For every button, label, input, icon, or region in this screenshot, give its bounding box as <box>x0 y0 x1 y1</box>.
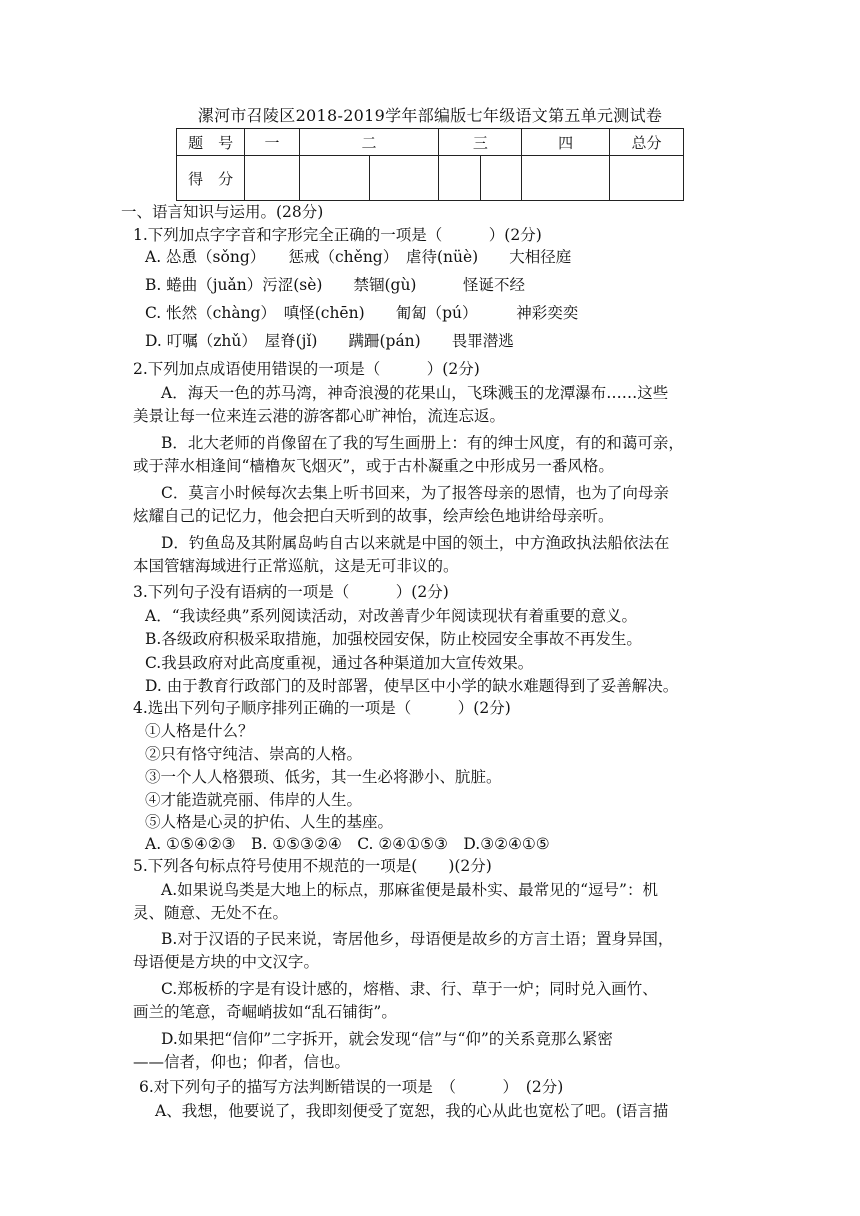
question-3-option-b: B.各级政府积极采取措施，加强校园安保，防止校园安全事故不再发生。 <box>145 630 642 648</box>
score-blank <box>480 156 521 201</box>
question-4-stem: 4.选出下列句子顺序排列正确的一项是（ ）(2分) <box>133 699 511 717</box>
question-4-sentence-4: ④才能造就亮丽、伟岸的人生。 <box>145 791 363 809</box>
score-cell-q3: 三 <box>439 129 522 156</box>
question-5-option-c: C.郑板桥的字是有设计感的，熔楷、隶、行、草于一炉；同时兑入画竹、 <box>161 980 658 998</box>
question-4-sentence-2: ②只有恪守纯洁、崇高的人格。 <box>145 745 363 763</box>
question-2-option-b-cont: 或于萍水相逢间“樯橹灰飞烟灭”，或于古朴凝重之中形成另一番风格。 <box>133 457 614 475</box>
section-heading: 一、语言知识与运用。(28分) <box>121 203 324 221</box>
score-blank <box>439 156 480 201</box>
question-5-option-b: B.对于汉语的子民来说，寄居他乡，母语便是故乡的方言土语；置身异国， <box>161 930 674 948</box>
score-cell-label: 题 号 <box>177 129 245 156</box>
question-4-options: A. ①⑤④②③ B. ①⑤③②④ C. ②④①⑤③ D.③②④①⑤ <box>145 835 550 853</box>
question-6-option-a: A、我想，他要说了，我即刻便受了宽恕，我的心从此也宽松了吧。(语言描 <box>155 1102 669 1120</box>
score-cell-q1: 一 <box>245 129 299 156</box>
question-4-sentence-5: ⑤人格是心灵的护佑、人生的基座。 <box>145 813 394 831</box>
question-3-option-a: A．“我读经典”系列阅读活动，对改善青少年阅读现状有着重要的意义。 <box>145 607 638 625</box>
question-5-option-c-cont: 画兰的笔意，奇崛峭拔如“乱石铺街”。 <box>133 1003 397 1021</box>
question-1-stem: 1.下列加点字字音和字形完全正确的一项是（ ）(2分) <box>133 226 542 244</box>
question-1-option-a: A. 怂恿（sǒng） 惩戒（chěng） 虐待(nüè) 大相径庭 <box>145 248 572 266</box>
question-4-sentence-1: ①人格是什么？ <box>145 722 254 740</box>
question-2-option-b: B．北大老师的肖像留在了我的写生画册上：有的绅士风度，有的和蔼可亲， <box>161 434 684 452</box>
question-1-option-c: C. 怅然（chàng） 嗔怪(chēn) 匍匐（pú） 神彩奕奕 <box>145 304 579 322</box>
score-cell-q4: 四 <box>522 129 610 156</box>
score-table-score-row <box>177 156 684 201</box>
question-3-option-d: D. 由于教育行政部门的及时部署，使旱区中小学的缺水难题得到了妥善解决。 <box>145 677 679 695</box>
question-4-sentence-3: ③一个人人格猥琐、低劣，其一生必将渺小、肮脏。 <box>145 768 502 786</box>
question-5-option-d-cont: ——信者，仰也；仰者，信也。 <box>133 1053 351 1071</box>
question-1-option-b: B. 蜷曲（juǎn）污涩(sè) 禁锢(gù) 怪诞不经 <box>145 276 525 294</box>
exam-title: 漯河市召陵区2018-2019学年部编版七年级语文第五单元测试卷 <box>197 106 663 125</box>
question-5-stem: 5.下列各句标点符号使用不规范的一项是( )(2分) <box>133 857 492 875</box>
question-3-stem: 3.下列句子没有语病的一项是（ ）(2分) <box>133 583 449 601</box>
question-2-stem: 2.下列加点成语使用错误的一项是（ ）(2分) <box>133 360 480 378</box>
question-2-option-a-cont: 美景让每一位来连云港的游客都心旷神怡，流连忘返。 <box>133 407 506 425</box>
score-cell-total: 总分 <box>609 129 683 156</box>
question-5-option-b-cont: 母语便是方块的中文汉字。 <box>133 953 320 971</box>
question-6-stem: 6.对下列句子的描写方法判断错误的一项是 （ ） (2分) <box>139 1078 564 1096</box>
score-blank <box>609 156 683 201</box>
score-blank <box>245 156 299 201</box>
question-2-option-d: D．钓鱼岛及其附属岛屿自古以来就是中国的领土，中方渔政执法船依法在 <box>161 534 670 552</box>
score-table <box>176 128 684 201</box>
score-blank <box>522 156 610 201</box>
question-5-option-a-cont: 灵、随意、无处不在。 <box>133 904 289 922</box>
score-blank <box>299 156 369 201</box>
question-2-option-d-cont: 本国管辖海域进行正常巡航，这是无可非议的。 <box>133 557 459 575</box>
question-3-option-c: C.我县政府对此高度重视，通过各种渠道加大宣传效果。 <box>145 654 534 672</box>
score-cell-q2: 二 <box>299 129 439 156</box>
question-2-option-c-cont: 炫耀自己的记忆力，他会把白天听到的故事，绘声绘色地讲给母亲听。 <box>133 507 614 525</box>
score-blank <box>369 156 439 201</box>
question-5-option-d: D.如果把“信仰”二字拆开，就会发现“信”与“仰”的关系竟那么紧密 <box>161 1030 613 1048</box>
question-2-option-c: C．莫言小时候每次去集上听书回来，为了报答母亲的恩情，也为了向母亲 <box>161 484 669 502</box>
question-5-option-a: A.如果说鸟类是大地上的标点，那麻雀便是最朴实、最常见的“逗号”：机 <box>161 881 658 899</box>
question-2-option-a: A．海天一色的苏马湾，神奇浪漫的花果山，飞珠溅玉的龙潭瀑布……这些 <box>161 384 669 402</box>
score-table-header-row <box>177 129 684 156</box>
score-row-label: 得 分 <box>177 156 245 201</box>
question-1-option-d: D. 叮嘱（zhǔ） 屋脊(jǐ) 蹒跚(pán) 畏罪潜逃 <box>145 332 514 350</box>
